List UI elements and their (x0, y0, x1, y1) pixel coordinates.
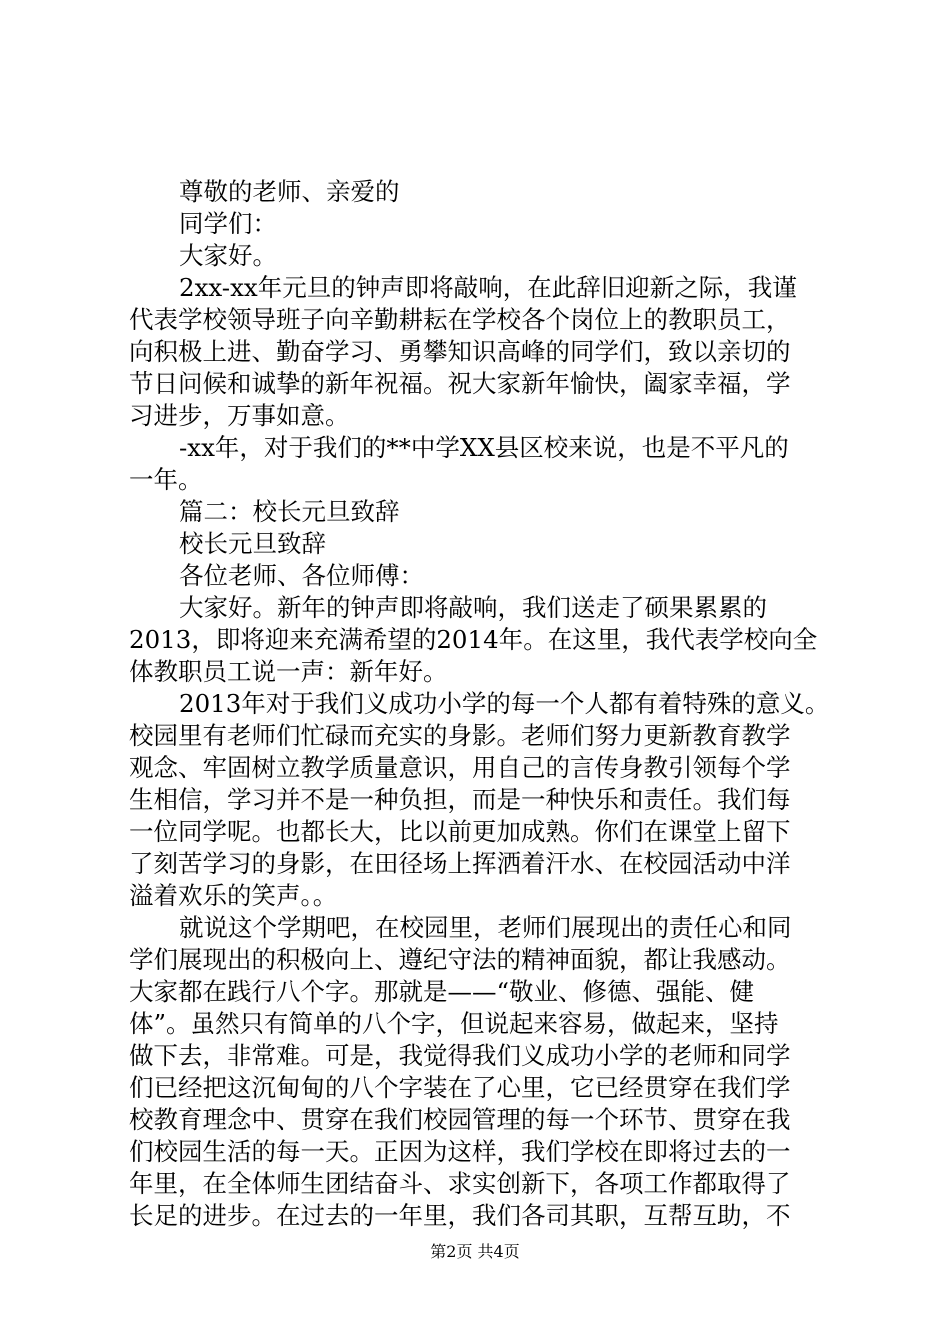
page-footer: 第2页 共4页 (430, 1242, 520, 1261)
text-line: 溢着欢乐的笑声。。 (129, 881, 338, 910)
text-line: -xx年，对于我们的**中学XX县区校来说，也是不平凡的 (179, 433, 789, 462)
text-line: 节日问候和诚挚的新年祝福。祝大家新年愉快，阖家幸福，学 (129, 369, 791, 398)
text-line: 代表学校领导班子向辛勤耕耘在学校各个岗位上的教职员工， (129, 305, 791, 334)
text-line: 做下去，非常难。可是，我觉得我们义成功小学的老师和同学 (129, 1041, 791, 1070)
text-line: 观念、牢固树立教学质量意识，用自己的言传身教引领每个学 (129, 753, 791, 782)
text-line: 了刻苦学习的身影，在田径场上挥洒着汗水、在校园活动中洋 (129, 849, 791, 878)
text-line: 校园里有老师们忙碌而充实的身影。老师们努力更新教育教学 (129, 721, 791, 750)
text-line: 体教职员工说一声：新年好。 (129, 657, 448, 686)
text-line: 学们展现出的积极向上、遵纪守法的精神面貌，都让我感动。 (129, 945, 791, 974)
text-line: 大家好。 (179, 241, 277, 270)
text-line: 一年。 (129, 465, 203, 494)
text-line: 各位老师、各位师傅： (179, 561, 424, 590)
text-line: 们已经把这沉甸甸的八个字装在了心里，它已经贯穿在我们学 (129, 1073, 791, 1102)
text-line: 体”。虽然只有简单的八个字，但说起来容易，做起来，坚持 (129, 1009, 779, 1038)
text-line: 大家好。新年的钟声即将敲响，我们送走了硕果累累的 (179, 593, 767, 622)
section-title: 校长元旦致辞 (179, 529, 326, 558)
text-line: 一位同学呢。也都长大，比以前更加成熟。你们在课堂上留下 (129, 817, 791, 846)
text-line: 2013年对于我们义成功小学的每一个人都有着特殊的意义。 (179, 689, 830, 718)
text-line: 长足的进步。在过去的一年里，我们各司其职，互帮互助，不 (129, 1201, 791, 1230)
text-line: 2xx-xx年元旦的钟声即将敲响，在此辞旧迎新之际，我谨 (179, 273, 797, 302)
text-line: 习进步，万事如意。 (129, 401, 350, 430)
text-line: 尊敬的老师、亲爱的 (179, 177, 400, 206)
text-line: 年里，在全体师生团结奋斗、求实创新下，各项工作都取得了 (129, 1169, 791, 1198)
section-heading: 篇二：校长元旦致辞 (179, 497, 400, 526)
text-line: 就说这个学期吧，在校园里，老师们展现出的责任心和同 (179, 913, 792, 942)
text-line: 大家都在践行八个字。那就是——“敬业、修德、强能、健 (129, 977, 755, 1006)
text-line: 校教育理念中、贯穿在我们校园管理的每一个环节、贯穿在我 (129, 1105, 791, 1134)
text-line: 们校园生活的每一天。正因为这样，我们学校在即将过去的一 (129, 1137, 791, 1166)
text-line: 同学们： (179, 209, 277, 238)
text-line: 2013，即将迎来充满希望的2014年。在这里，我代表学校向全 (129, 625, 818, 654)
text-line: 向积极上进、勤奋学习、勇攀知识高峰的同学们，致以亲切的 (129, 337, 791, 366)
text-line: 生相信，学习并不是一种负担，而是一种快乐和责任。我们每 (129, 785, 791, 814)
